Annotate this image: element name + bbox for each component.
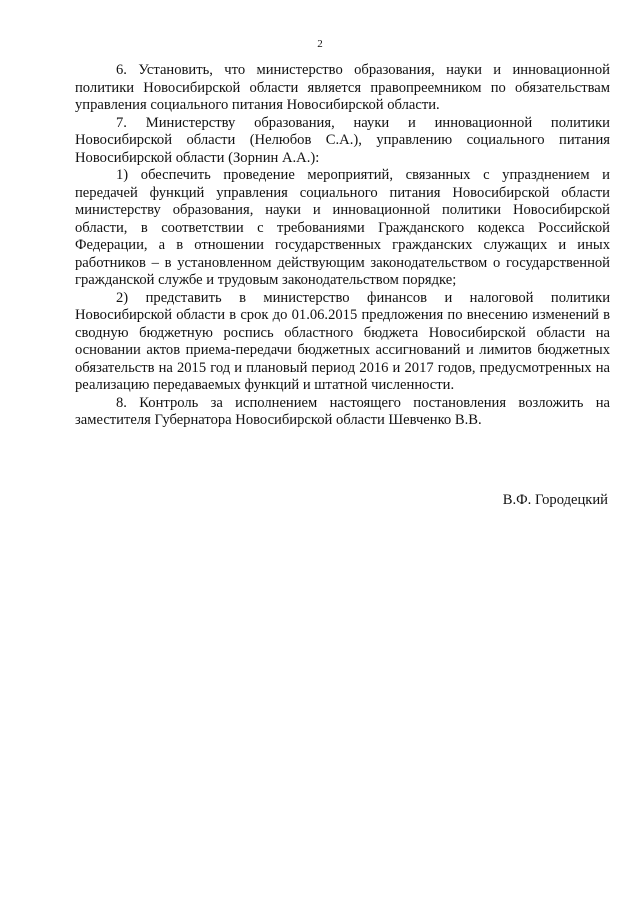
paragraph-label: 6. bbox=[116, 62, 127, 78]
paragraph-item-8 bbox=[75, 395, 610, 430]
subparagraph-item-2 bbox=[75, 290, 610, 395]
paragraph-item-7 bbox=[75, 115, 610, 168]
paragraph-text: представить в министерство финансов и налоговой политики Новосибирской области в срок до 01.06.2015 предложения по внесению изменений в сводную бюджетную роспись областного бюджета Новосибирской области на основании актов приема-передачи бюджетных ассигнований и лимитов бюджетных обязательств на 2015 год и плановый период 2016 и 2017 годов, предусмотренных на реализацию передаваемых функций и штатной численности. bbox=[75, 289, 610, 393]
paragraph-text: Контроль за исполнением настоящего постановления возложить на заместителя Губернатора Новосибирской области Шевченко В.В. bbox=[75, 394, 610, 428]
paragraph-label: 7. bbox=[116, 114, 127, 131]
paragraph-item-6 bbox=[75, 62, 610, 115]
paragraph-label: 1) bbox=[116, 167, 129, 183]
paragraph-label: 2) bbox=[116, 289, 129, 306]
paragraph-text: Установить, что министерство образования, науки и инновационной политики Новосибирской области является правопреемником по обязательствам управления социального питания Новосибирской области. bbox=[75, 62, 610, 113]
page-number: 2 bbox=[317, 38, 323, 50]
document-body bbox=[75, 62, 610, 430]
signature-name: В.Ф. Городецкий bbox=[502, 492, 608, 508]
subparagraph-item-1 bbox=[75, 167, 610, 290]
paragraph-label: 8. bbox=[116, 394, 127, 411]
paragraph-text: Министерству образования, науки и инновационной политики Новосибирской области (Нелюбов С.А.), управлению социального питания Новосибирской области (Зорнин А.А.): bbox=[75, 114, 610, 166]
paragraph-text: обеспечить проведение мероприятий, связанных с упразднением и передачей функций управления социального питания Новосибирской области министерству образования, науки и инновационной политики Новосибирской области, в соответствии с требованиями Гражданского кодекса Российской Федерации, а в отношении государственных гражданских служащих и иных работников – в установленном действующим законодательством о государственной гражданской службе и трудовым законодательством порядке; bbox=[75, 167, 610, 288]
